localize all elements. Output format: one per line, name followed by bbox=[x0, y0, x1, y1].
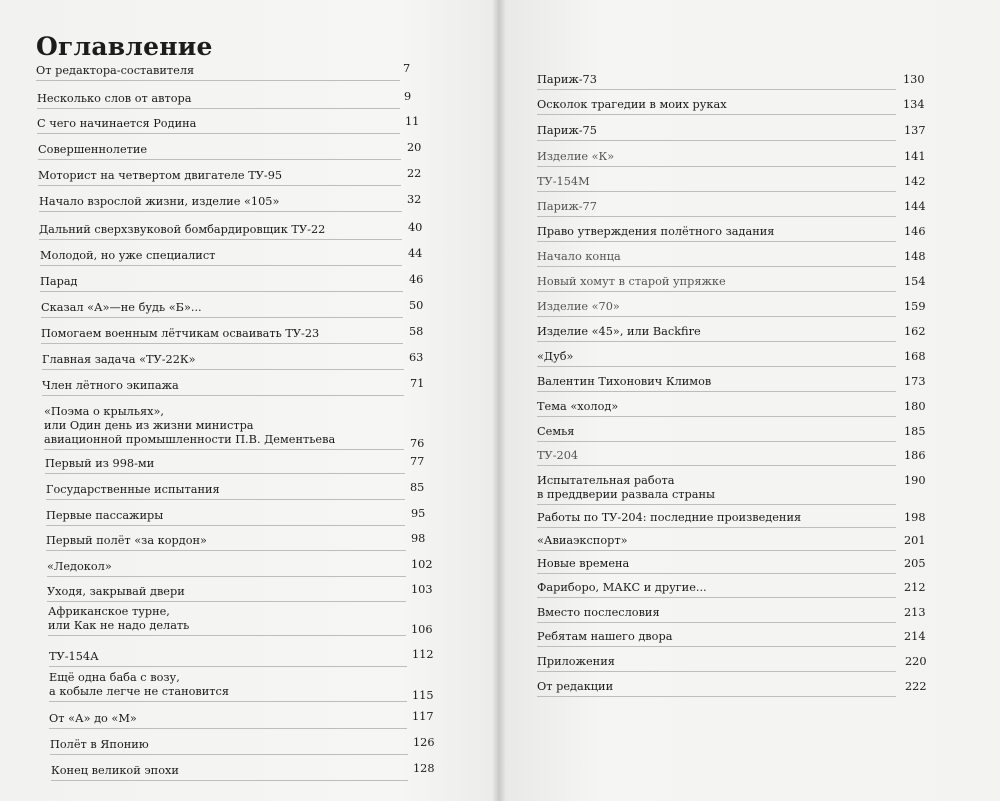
right-toc-entry bbox=[537, 325, 926, 339]
leader-rule bbox=[47, 601, 406, 602]
page-number: 98 bbox=[411, 532, 426, 545]
right-toc-entry bbox=[537, 225, 926, 239]
page-number: 198 bbox=[904, 511, 926, 524]
entry-title-line: Ещё одна баба с возу, bbox=[49, 671, 180, 684]
entry-title-line: или Один день из жизни министра bbox=[44, 419, 254, 432]
page-number: 22 bbox=[407, 167, 422, 180]
left-toc-entry bbox=[40, 247, 423, 263]
leader-rule bbox=[49, 701, 407, 702]
right-toc-entry bbox=[537, 300, 926, 314]
entry-title-line: От редакции bbox=[537, 680, 614, 693]
right-toc-entry bbox=[537, 511, 926, 525]
leader-rule bbox=[49, 666, 407, 667]
leader-rule bbox=[40, 291, 403, 292]
page-number: 115 bbox=[412, 689, 434, 702]
leader-rule bbox=[42, 395, 404, 396]
entry-title-line: Ребятам нашего двора bbox=[537, 630, 673, 643]
page-number: 85 bbox=[410, 481, 425, 494]
page-number: 9 bbox=[404, 90, 412, 103]
entry-title-line: Тема «холод» bbox=[537, 400, 619, 413]
left-toc-entry bbox=[48, 605, 433, 636]
page-number: 112 bbox=[412, 648, 434, 661]
leader-rule bbox=[537, 391, 896, 392]
page-number: 95 bbox=[411, 507, 426, 520]
page-number: 190 bbox=[904, 474, 926, 487]
entry-title-line: Изделие «70» bbox=[537, 300, 620, 313]
entry-title-line: или Как не надо делать bbox=[48, 619, 190, 632]
page-number: 117 bbox=[412, 710, 434, 723]
page-number: 173 bbox=[904, 375, 926, 388]
entry-title-line: Париж-75 bbox=[537, 124, 597, 137]
right-toc-entry bbox=[537, 175, 926, 189]
entry-title-line: С чего начинается Родина bbox=[37, 117, 197, 130]
page-number: 148 bbox=[904, 250, 926, 263]
page-number: 77 bbox=[410, 455, 425, 468]
leader-rule bbox=[50, 754, 408, 755]
page-number: 103 bbox=[411, 583, 433, 596]
page-number: 7 bbox=[403, 62, 411, 75]
left-toc-entry bbox=[44, 405, 425, 450]
leader-rule bbox=[537, 166, 896, 167]
page-number: 11 bbox=[405, 115, 420, 128]
left-toc-entry bbox=[47, 558, 433, 574]
leader-rule bbox=[537, 341, 896, 342]
leader-rule bbox=[49, 728, 407, 729]
left-toc-entry bbox=[42, 377, 425, 393]
entry-title-line: Полёт в Японию bbox=[50, 738, 149, 751]
left-toc-entry bbox=[38, 141, 422, 157]
entry-title-line: От редактора-составителя bbox=[36, 64, 195, 77]
leader-rule bbox=[537, 316, 896, 317]
leader-rule bbox=[39, 211, 402, 212]
left-toc-entry bbox=[51, 762, 435, 778]
page-number: 180 bbox=[904, 400, 926, 413]
page-number: 106 bbox=[411, 623, 433, 636]
page-number: 201 bbox=[904, 534, 926, 547]
entry-title-line: Изделие «К» bbox=[537, 150, 615, 163]
left-toc-entry bbox=[45, 455, 425, 471]
entry-title-line: Новые времена bbox=[537, 557, 630, 570]
leader-rule bbox=[537, 504, 896, 505]
entry-title-line: Помогаем военным лётчикам осваивать ТУ-23 bbox=[41, 327, 320, 340]
entry-title-line: Конец великой эпохи bbox=[51, 764, 179, 777]
entry-title-line: Валентин Тихонович Климов bbox=[537, 375, 712, 388]
left-toc-entry bbox=[50, 736, 435, 752]
entry-title-line: Дальний сверхзвуковой бомбардировщик ТУ-22 bbox=[39, 223, 326, 236]
leader-rule bbox=[46, 499, 405, 500]
leader-rule bbox=[46, 525, 405, 526]
page-number: 168 bbox=[904, 350, 926, 363]
right-toc-entry bbox=[537, 425, 926, 439]
page-number: 46 bbox=[409, 273, 424, 286]
page-number: 20 bbox=[407, 141, 422, 154]
leader-rule bbox=[537, 671, 896, 672]
entry-title-line: Вместо послесловия bbox=[537, 606, 660, 619]
page-number: 159 bbox=[904, 300, 926, 313]
right-toc-entry bbox=[537, 98, 925, 112]
leader-rule bbox=[41, 317, 403, 318]
entry-title-line: Изделие «45», или Backfire bbox=[537, 325, 701, 338]
right-toc-entry bbox=[537, 449, 926, 463]
page-number: 58 bbox=[409, 325, 424, 338]
leader-rule bbox=[39, 239, 402, 240]
entry-title-line: Право утверждения полётного задания bbox=[537, 225, 775, 238]
page-number: 205 bbox=[904, 557, 926, 570]
entry-title-line: а кобыле легче не становится bbox=[49, 685, 229, 698]
page-number: 214 bbox=[904, 630, 926, 643]
left-toc-entry bbox=[40, 273, 424, 289]
leader-rule bbox=[45, 473, 405, 474]
entry-title-line: авиационной промышленности П.В. Дементьева bbox=[44, 433, 336, 446]
leader-rule bbox=[537, 465, 896, 466]
leader-rule bbox=[42, 369, 404, 370]
right-toc-entry bbox=[537, 124, 926, 138]
page-number: 126 bbox=[413, 736, 435, 749]
page-title: Оглавление bbox=[36, 32, 213, 61]
page-number: 137 bbox=[904, 124, 926, 137]
right-toc-entry bbox=[537, 474, 926, 502]
left-toc-entry bbox=[41, 325, 424, 341]
page-number: 212 bbox=[904, 581, 926, 594]
entry-title-line: ТУ-154А bbox=[49, 650, 99, 663]
entry-title-line: Главная задача «ТУ-22К» bbox=[42, 353, 196, 366]
leader-rule bbox=[38, 185, 401, 186]
page-number: 220 bbox=[905, 655, 927, 668]
page-number: 185 bbox=[904, 425, 926, 438]
page-number: 40 bbox=[408, 221, 423, 234]
leader-rule bbox=[537, 416, 896, 417]
leader-rule bbox=[537, 646, 896, 647]
leader-rule bbox=[537, 291, 896, 292]
left-toc-entry bbox=[37, 90, 412, 106]
leader-rule bbox=[40, 265, 402, 266]
left-toc-entry bbox=[49, 671, 434, 702]
page-number: 134 bbox=[903, 98, 925, 111]
entry-title-line: Первые пассажиры bbox=[46, 509, 164, 522]
page-number: 141 bbox=[904, 150, 926, 163]
leader-rule bbox=[537, 573, 896, 574]
leader-rule bbox=[51, 780, 408, 781]
left-toc-entry bbox=[39, 221, 423, 237]
entry-title-line: Несколько слов от автора bbox=[37, 92, 192, 105]
page-number: 144 bbox=[904, 200, 926, 213]
entry-title-line: «Поэма о крыльях», bbox=[44, 405, 165, 418]
page-number: 102 bbox=[411, 558, 433, 571]
leader-rule bbox=[37, 108, 400, 109]
left-toc-entry bbox=[49, 648, 434, 664]
entry-title-line: Париж-77 bbox=[537, 200, 597, 213]
entry-title-line: Семья bbox=[537, 425, 575, 438]
right-toc-entry bbox=[537, 400, 926, 414]
page-number: 63 bbox=[409, 351, 424, 364]
right-toc-entry bbox=[537, 606, 926, 620]
left-toc-entry bbox=[46, 507, 426, 523]
entry-title-line: Новый хомут в старой упряжке bbox=[537, 275, 726, 288]
left-toc-entry bbox=[46, 481, 425, 497]
entry-title-line: Работы по ТУ-204: последние произведения bbox=[537, 511, 802, 524]
page-number: 50 bbox=[409, 299, 424, 312]
leader-rule bbox=[537, 241, 896, 242]
page-number: 76 bbox=[410, 437, 425, 450]
page-number: 213 bbox=[904, 606, 926, 619]
leader-rule bbox=[537, 696, 896, 697]
entry-title-line: «Дуб» bbox=[537, 350, 574, 363]
left-toc-entry bbox=[39, 193, 422, 209]
right-toc-entry bbox=[537, 73, 925, 87]
page-number: 44 bbox=[408, 247, 423, 260]
entry-title-line: Испытательная работа bbox=[537, 474, 675, 487]
right-toc-entry bbox=[537, 150, 926, 164]
entry-title-line: «Ледокол» bbox=[47, 560, 112, 573]
leader-rule bbox=[47, 576, 406, 577]
entry-title-line: «Авиаэкспорт» bbox=[537, 534, 628, 547]
entry-title-line: Совершеннолетие bbox=[38, 143, 148, 156]
page-number: 128 bbox=[413, 762, 435, 775]
entry-title-line: Начало конца bbox=[537, 250, 621, 263]
entry-title-line: Молодой, но уже специалист bbox=[40, 249, 216, 262]
page-number: 162 bbox=[904, 325, 926, 338]
leader-rule bbox=[537, 140, 896, 141]
entry-title-line: ТУ-154М bbox=[537, 175, 590, 188]
entry-title-line: Сказал «А»—не будь «Б»... bbox=[41, 301, 202, 314]
right-toc-entry bbox=[537, 200, 926, 214]
right-toc-entry bbox=[537, 250, 926, 264]
leader-rule bbox=[537, 597, 896, 598]
leader-rule bbox=[38, 159, 401, 160]
right-toc-entry bbox=[537, 375, 926, 389]
entry-title-line: Приложения bbox=[537, 655, 615, 668]
left-toc-entry bbox=[36, 62, 411, 78]
leader-rule bbox=[41, 343, 403, 344]
entry-title-line: ТУ-204 bbox=[537, 449, 579, 462]
left-toc-entry bbox=[47, 583, 433, 599]
right-toc-entry bbox=[537, 557, 926, 571]
entry-title-line: Париж-73 bbox=[537, 73, 597, 86]
right-toc-entry bbox=[537, 655, 927, 669]
leader-rule bbox=[44, 449, 404, 450]
right-toc-entry bbox=[537, 630, 926, 644]
page-number: 71 bbox=[410, 377, 425, 390]
leader-rule bbox=[537, 527, 896, 528]
right-toc-entry bbox=[537, 680, 927, 694]
left-toc-entry bbox=[49, 710, 434, 726]
leader-rule bbox=[37, 133, 400, 134]
left-toc-entry bbox=[42, 351, 424, 367]
page-number: 142 bbox=[904, 175, 926, 188]
page-number: 146 bbox=[904, 225, 926, 238]
entry-title-line: Начало взрослой жизни, изделие «105» bbox=[39, 195, 280, 208]
page-number: 130 bbox=[903, 73, 925, 86]
page-number: 154 bbox=[904, 275, 926, 288]
leader-rule bbox=[48, 635, 406, 636]
page-number: 222 bbox=[905, 680, 927, 693]
leader-rule bbox=[36, 80, 400, 81]
leader-rule bbox=[537, 191, 896, 192]
leader-rule bbox=[537, 266, 896, 267]
left-toc-entry bbox=[41, 299, 424, 315]
entry-title-line: Парад bbox=[40, 275, 78, 288]
page-number: 186 bbox=[904, 449, 926, 462]
left-toc-entry bbox=[38, 167, 422, 183]
right-toc-entry bbox=[537, 534, 926, 548]
entry-title-line: От «А» до «М» bbox=[49, 712, 137, 725]
right-toc-entry bbox=[537, 581, 926, 595]
entry-title-line: Государственные испытания bbox=[46, 483, 220, 496]
leader-rule bbox=[46, 550, 406, 551]
left-toc-entry bbox=[46, 532, 426, 548]
leader-rule bbox=[537, 216, 896, 217]
leader-rule bbox=[537, 441, 896, 442]
right-toc-entry bbox=[537, 275, 926, 289]
entry-title-line: Моторист на четвертом двигателе ТУ-95 bbox=[38, 169, 283, 182]
entry-title-line: Фариборо, МАКС и другие... bbox=[537, 581, 707, 594]
entry-title-line: Член лётного экипажа bbox=[42, 379, 179, 392]
entry-title-line: в преддверии развала страны bbox=[537, 488, 716, 501]
leader-rule bbox=[537, 550, 896, 551]
leader-rule bbox=[537, 114, 896, 115]
entry-title-line: Африканское турне, bbox=[48, 605, 170, 618]
entry-title-line: Уходя, закрывай двери bbox=[47, 585, 185, 598]
leader-rule bbox=[537, 89, 896, 90]
page-number: 32 bbox=[407, 193, 422, 206]
entry-title-line: Осколок трагедии в моих руках bbox=[537, 98, 727, 111]
entry-title-line: Первый полёт «за кордон» bbox=[46, 534, 207, 547]
leader-rule bbox=[537, 366, 896, 367]
entry-title-line: Первый из 998-ми bbox=[45, 457, 155, 470]
right-toc-entry bbox=[537, 350, 926, 364]
leader-rule bbox=[537, 622, 896, 623]
left-toc-entry bbox=[37, 115, 420, 131]
